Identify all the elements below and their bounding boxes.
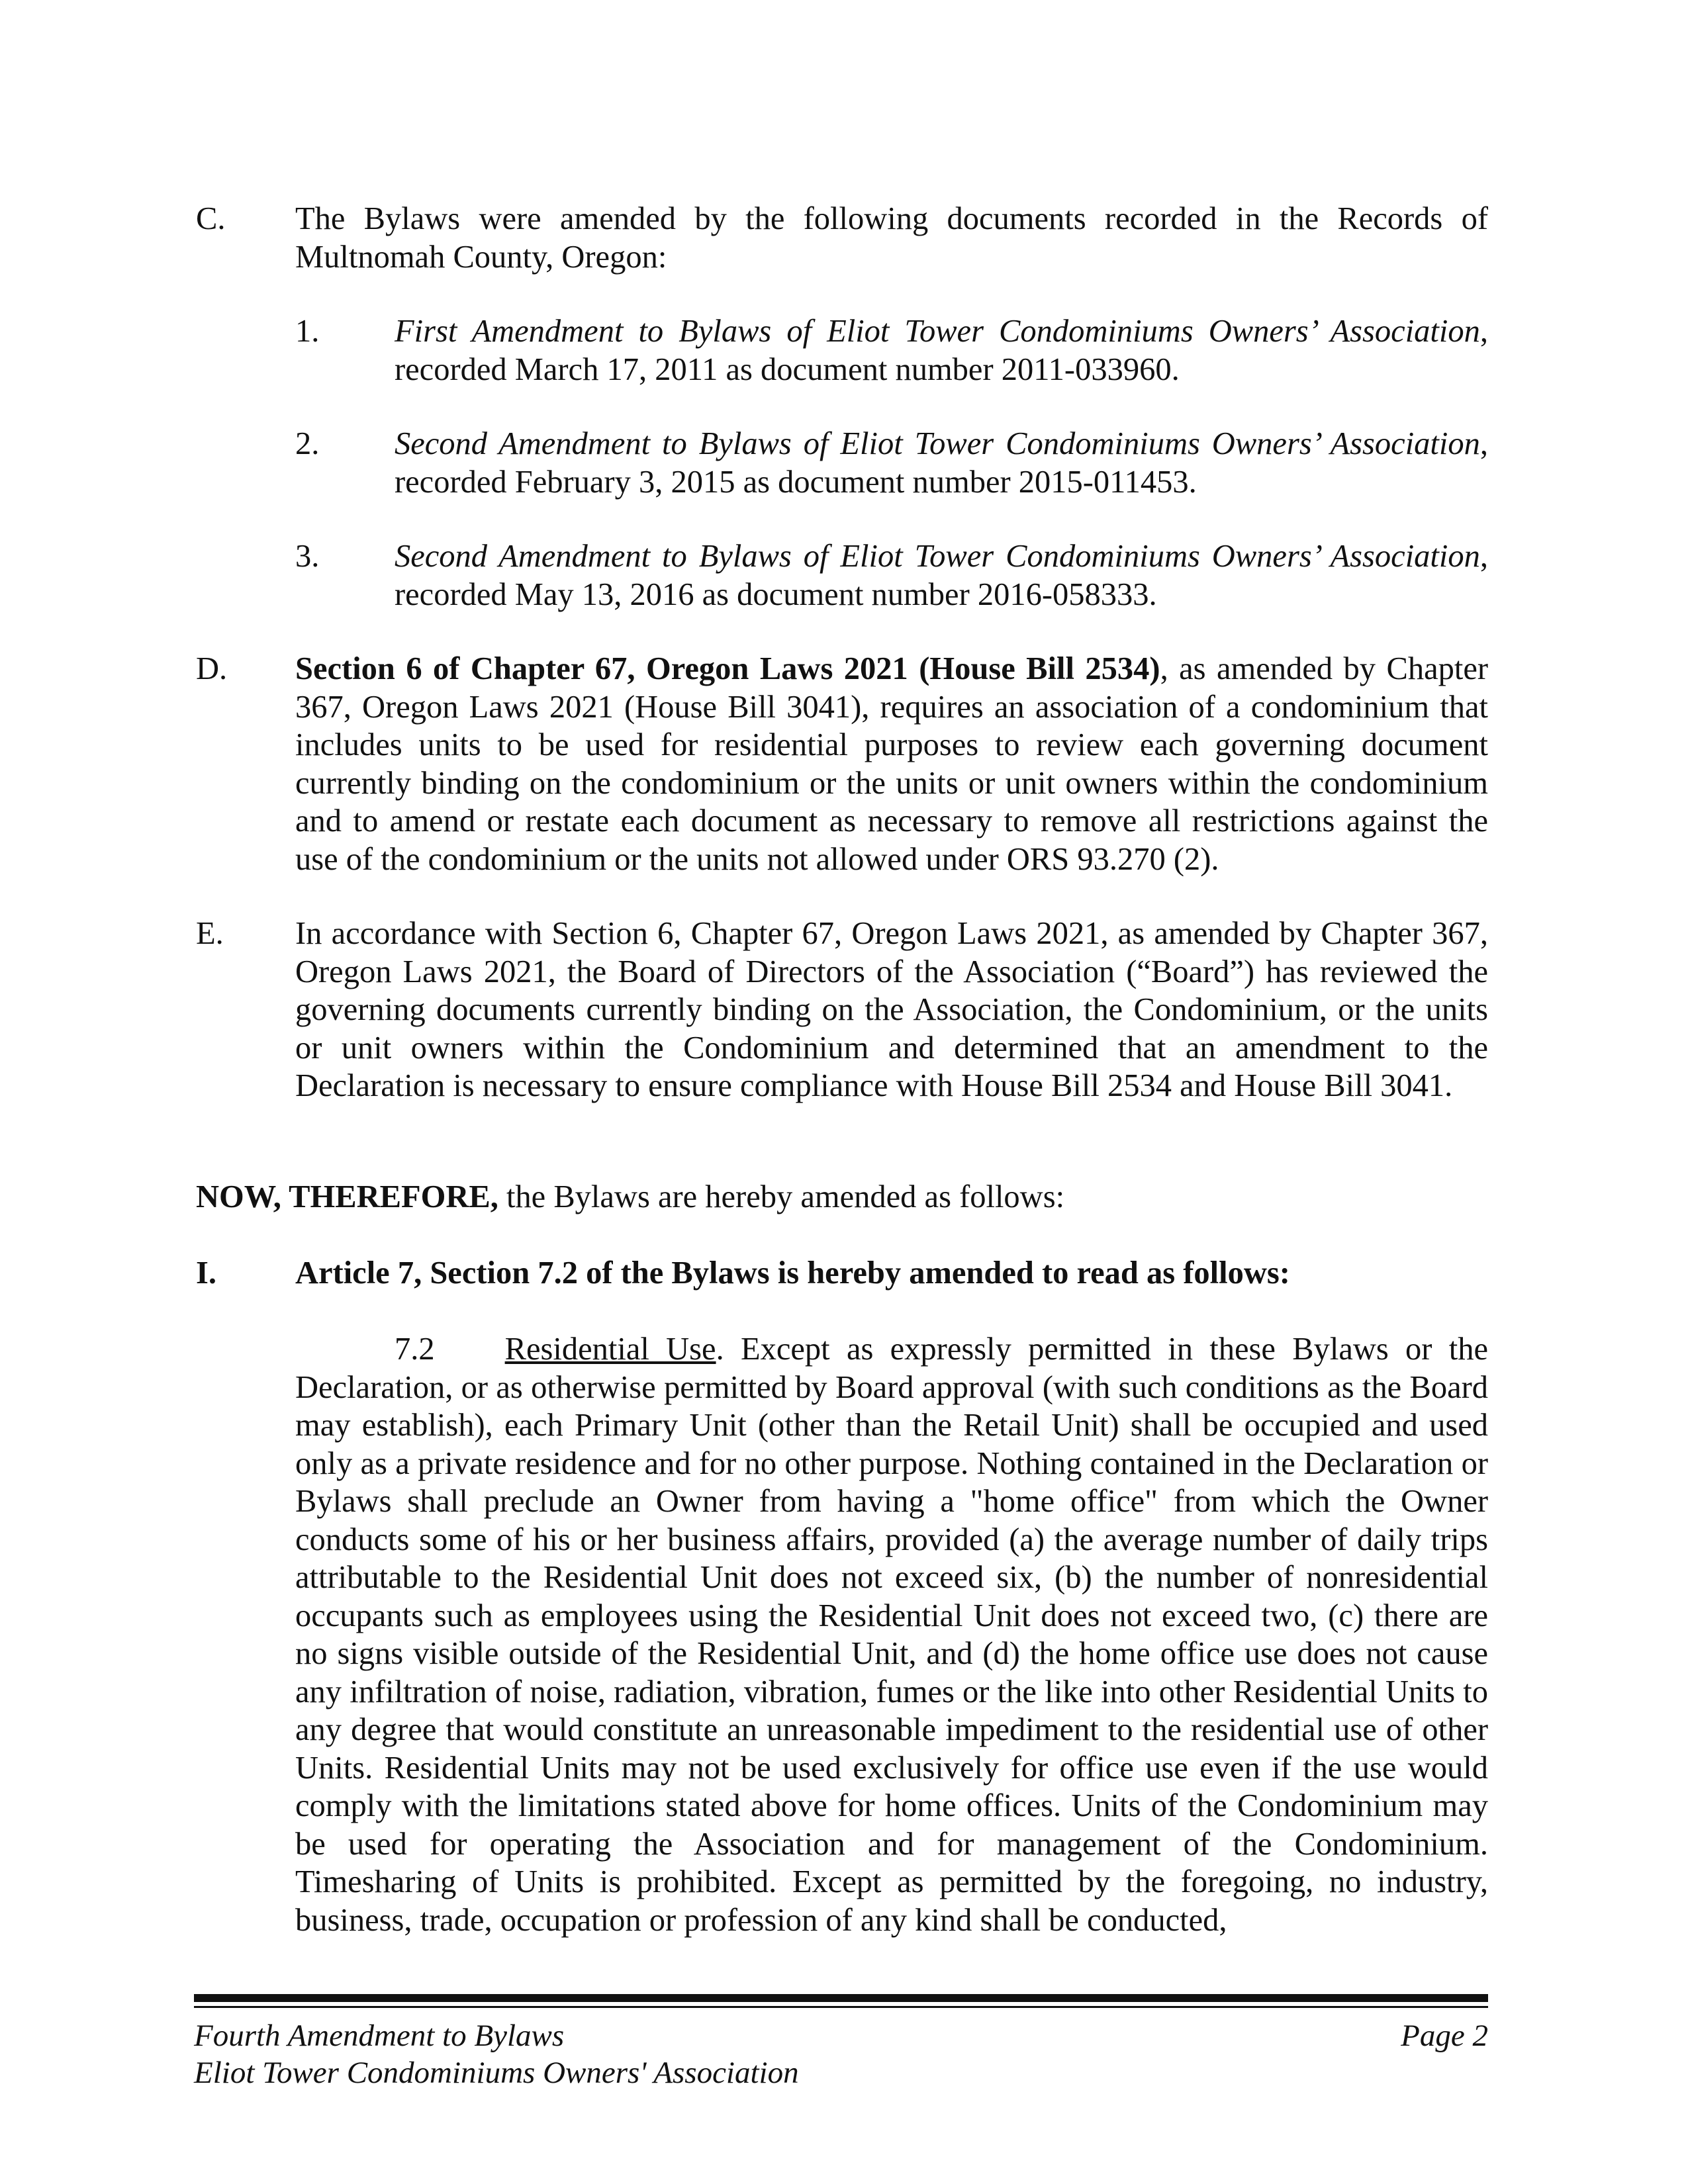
recital-c-item-1 bbox=[395, 312, 1488, 388]
section-7-2-title: Residential Use bbox=[504, 1332, 716, 1367]
recital-c-item-3-detail: , recorded May 13, 2016 as document number 2016-058333. bbox=[395, 539, 1488, 612]
recital-d-label: D. bbox=[196, 651, 228, 686]
recital-d-statute: Section 6 of Chapter 67, Oregon Laws 2021 (House Bill 2534) bbox=[295, 651, 1160, 686]
recital-c-item-2-title: Second Amendment to Bylaws of Eliot Tower Condominiums Owners’ Association bbox=[395, 426, 1480, 461]
recital-e-text: In accordance with Section 6, Chapter 67, Oregon Laws 2021, as amended by Chapter 367, Oregon Laws 2021, the Board of Directors of the Association (“Board”) has reviewed the governing documents currently binding on the Association, the Condominium, or the units or unit owners within the Condominium and determined that an amendment to the Declaration is necessary to ensure compliance with House Bill 2534 and House Bill 3041. bbox=[295, 916, 1488, 1103]
recital-c-item-1-num: 1. bbox=[295, 314, 320, 349]
recital-c-item-1-detail: , recorded March 17, 2011 as document number 2011-033960. bbox=[395, 314, 1488, 387]
recital-c-item-2-num: 2. bbox=[295, 426, 320, 461]
section-7-2-body: . Except as expressly permitted in these Bylaws or the Declaration, or as otherwise permitted by Board approval (with such conditions as the Board may establish), each Primary Unit (other than the Retail Unit) shall be occupied and used only as a private residence and for no other purpose. Nothing contained in the Declaration or Bylaws shall preclude an Owner from having a "home office" from which the Owner conducts some of his or her business affairs, provided (a) the average number of daily trips attributable to the Residential Unit does not exceed six, (b) the number of nonresidential occupants such as employees using the Residential Unit does not exceed two, (c) there are no signs visible outside of the Residential Unit, and (d) the home office use does not cause any infiltration of noise, radiation, vibration, fumes or the like into other Residential Units to any degree that would constitute an unreasonable impediment to the residential use of other Units. Residential Units may not be used exclusively for office use even if the use would comply with the limitations stated above for home offices. Units of the Condominium may be used for operating the Association and for management of the Condominium. Timesharing of Units is prohibited. Except as permitted by the foregoing, no industry, business, trade, occupation or profession of any kind shall be conducted, bbox=[295, 1332, 1488, 1938]
footer-association-name: Eliot Tower Condominiums Owners' Association bbox=[194, 2056, 799, 2090]
footer-page-number: Page 2 bbox=[1401, 2019, 1488, 2053]
section-i-heading: Article 7, Section 7.2 of the Bylaws is hereby amended to read as follows: bbox=[295, 1255, 1290, 1291]
recital-d-text bbox=[295, 650, 1488, 878]
now-therefore-text: the Bylaws are hereby amended as follows: bbox=[498, 1179, 1065, 1214]
recital-c-item-2 bbox=[395, 425, 1488, 501]
footer-rule-thick bbox=[194, 1994, 1488, 2002]
now-therefore-lead: NOW, THEREFORE, bbox=[196, 1179, 498, 1214]
section-7-2-paragraph bbox=[295, 1330, 1488, 1939]
recital-c-item-2-detail: , recorded February 3, 2015 as document number 2015-011453. bbox=[395, 426, 1488, 500]
now-therefore-clause bbox=[196, 1178, 1488, 1216]
section-i-label: I. bbox=[196, 1255, 216, 1291]
recital-c-item-3-title: Second Amendment to Bylaws of Eliot Tower Condominiums Owners’ Association bbox=[395, 539, 1480, 574]
footer bbox=[194, 2017, 1488, 2091]
footer-document-title: Fourth Amendment to Bylaws bbox=[194, 2019, 565, 2053]
footer-rule-thin bbox=[194, 2006, 1488, 2008]
recital-c-item-3-num: 3. bbox=[295, 539, 320, 574]
recital-c-item-1-title: First Amendment to Bylaws of Eliot Tower Condominiums Owners’ Association bbox=[395, 314, 1480, 349]
recital-c-label: C. bbox=[196, 201, 226, 236]
section-7-2-number: 7.2 bbox=[395, 1332, 435, 1367]
recital-c-item-3 bbox=[395, 537, 1488, 614]
recital-e-label: E. bbox=[196, 916, 224, 951]
recital-d-body: , as amended by Chapter 367, Oregon Laws 2021 (House Bill 3041), requires an association of a condominium that includes units to be used for residential purposes to review each governing document currently binding on the condominium or the units or unit owners within the condominium and to amend or restate each document as necessary to remove all restrictions against the use of the condominium or the units not allowed under ORS 93.270 (2). bbox=[295, 651, 1489, 877]
recital-c-text: The Bylaws were amended by the following documents recorded in the Records of Multnomah County, Oregon: bbox=[295, 201, 1488, 275]
